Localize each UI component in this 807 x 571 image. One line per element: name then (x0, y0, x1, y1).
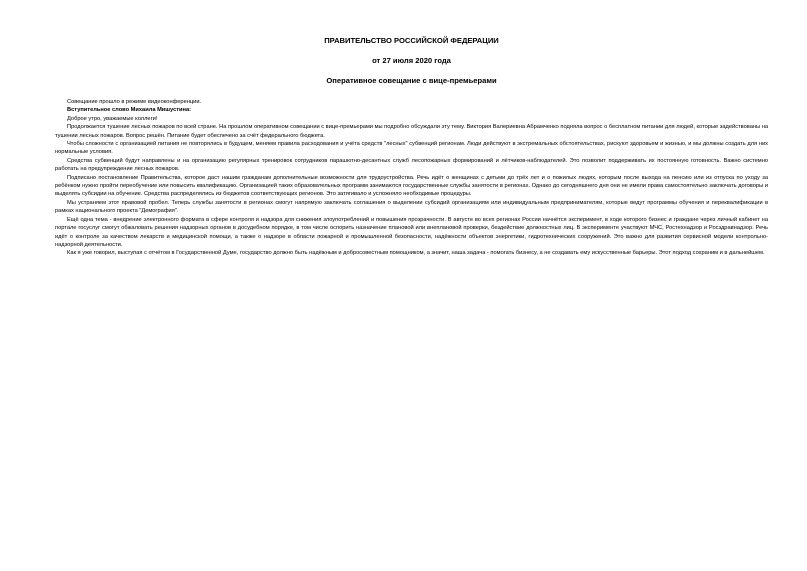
paragraph: Ещё одна тема - внедрение электронного формата в сфере контроля и надзора для снижения злоупотреблений и повышения прозрачности. В августе во всех регионах России начнётся эксперимент, в ходе которого бизнес и граждане через личный кабинет на портале госуслуг смогут обжаловать решения надзорных органов в досудебном порядке, в том числе оспорить назначение плановой или внеплановой проверки, бездействие должностных лиц. В эксперименте участвуют МЧС, Ростехнадзор и Росздравнадзор. Речь идёт о контроле за качеством лекарств и медицинской помощи, а также о надзоре в области пожарной и промышленной безопасности, надёжности объектов энергетики, гидротехнических сооружений. Это важно для развития сервисной модели контрольно-надзорной деятельности. (55, 216, 768, 248)
document-page (55, 36, 768, 258)
paragraph: Средства субвенций будут направлены и на организацию регулярных тренировок сотрудников парашютно-десантных служб лесопожарных формирований и лётчиков-наблюдателей. Это позволит поддерживать их постоянную готовность. Важно системно работать на предупреждение лесных пожаров. (55, 157, 768, 173)
paragraph-meeting-format: Совещание прошло в режиме видеоконференции. (67, 99, 202, 105)
document-date: от 27 июля 2020 года (372, 56, 451, 65)
paragraph: Подписано постановление Правительства, которое даст нашим гражданам дополнительные возможности для трудоустройства. Речь идёт о женщинах с детьми до трёх лет и о пожилых людях, которым после выхода на пенсию или из отпуска по уходу за ребёнком нужно пройти переобучение или повысить квалификацию. Организацией таких образовательных программ занимаются государственные службы занятости в регионах. Однако до сегодняшнего дня они не имели права самостоятельно заключать договоры и выделять субсидии на обучение. Средства распределялись из бюджетов соответствующих регионов. Это затягивало и усложняло необходимые процедуры. (55, 174, 768, 198)
paragraph: Как я уже говорил, выступая с отчётом в Государственной Думе, государство должно быть надёжным и добросовестным помощником, а значит, наша задача - помогать бизнесу, а не создавать ему искусственные барьеры. Этот подход сохраним и в дальнейшем. (67, 250, 765, 257)
paragraph: Продолжается тушение лесных пожаров по всей стране. На прошлом оперативном совещании с вице-премьерами мы подробно обсуждали эту тему. Виктория Валериевна Абрамченко подняла вопрос о бесплатном питании для людей, которые задействованы на тушении лесных пожаров. Вопрос решён. Питание будет обеспечено за счёт федерального бюджета. (55, 124, 769, 139)
document-title: Оперативное совещание с вице-премьерами (326, 76, 497, 85)
document-body (55, 98, 768, 258)
paragraph: Мы устраняем этот правовой пробел. Теперь службы занятости в регионах смогут напрямую заключать соглашения о выделении субсидий организациям или индивидуальным предпринимателям, которые ведут программы обучения и переквалификации в рамках национального проекта "Демография". (55, 199, 768, 215)
paragraph-opening-speech-heading: Вступительное слово Михаила Мишустина: (67, 107, 191, 114)
document-organization-heading: ПРАВИТЕЛЬСТВО РОССИЙСКОЙ ФЕДЕРАЦИИ (324, 36, 499, 45)
paragraph-greeting: Доброе утро, уважаемые коллеги! (67, 115, 158, 122)
paragraph: Чтобы сложности с организацией питания не повторялись в будущем, меняем правила расходования и учёта средств "лесных" субвенций регионам. Люди действуют в экстремальных обстоятельствах, рискуют здоровьем и жизнью, и мы должны создать для них нормальные условия. (55, 141, 768, 156)
